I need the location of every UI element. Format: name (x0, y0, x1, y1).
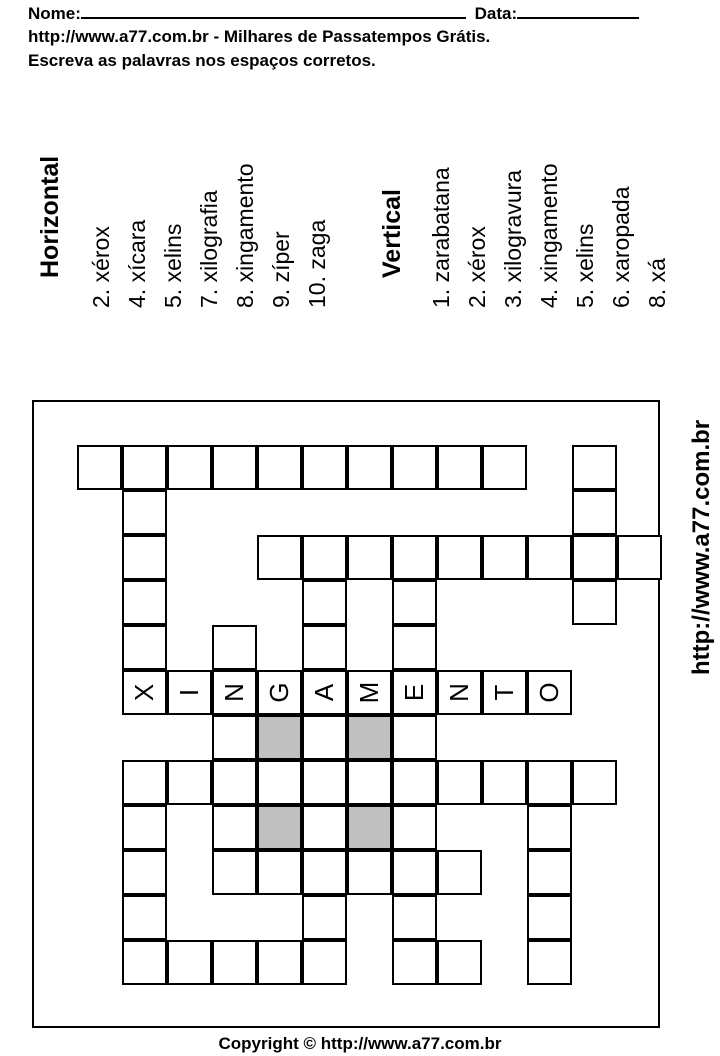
name-label: Nome: (28, 4, 81, 23)
shaded-cell (257, 805, 302, 850)
crossword-cell[interactable] (167, 760, 212, 805)
crossword-cell[interactable] (257, 670, 302, 715)
shaded-cell (347, 715, 392, 760)
crossword-cell[interactable] (122, 490, 167, 535)
horizontal-clue: 8. xingamento (232, 163, 258, 308)
crossword-cell[interactable] (257, 535, 302, 580)
horizontal-clue: 10. zaga (304, 219, 330, 308)
horizontal-clue: 4. xícara (124, 219, 150, 308)
crossword-cell[interactable] (122, 580, 167, 625)
crossword-cell[interactable] (122, 445, 167, 490)
name-date-line (28, 3, 639, 24)
crossword-cell[interactable] (437, 850, 482, 895)
crossword-cell[interactable] (392, 445, 437, 490)
crossword-cell[interactable] (392, 760, 437, 805)
name-field[interactable] (81, 3, 466, 19)
cell-letter: N (219, 683, 249, 702)
crossword-cell[interactable] (482, 445, 527, 490)
crossword-cell[interactable] (437, 535, 482, 580)
crossword-cell[interactable] (392, 670, 437, 715)
crossword-cell[interactable] (347, 850, 392, 895)
crossword-cell[interactable] (392, 940, 437, 985)
horizontal-clue: 2. xérox (88, 226, 114, 308)
crossword-cell[interactable] (302, 445, 347, 490)
vertical-clue: 5. xelins (572, 223, 598, 308)
crossword-cell[interactable] (392, 625, 437, 670)
vertical-clue: 8. xá (644, 258, 670, 308)
crossword-cell[interactable] (527, 850, 572, 895)
crossword-cell[interactable] (302, 535, 347, 580)
vertical-title: Vertical (378, 189, 406, 278)
copyright: Copyright © http://www.a77.com.br (218, 1034, 502, 1053)
crossword-cell[interactable] (302, 580, 347, 625)
crossword-cell[interactable] (212, 805, 257, 850)
crossword-cell[interactable] (347, 760, 392, 805)
crossword-cell[interactable] (302, 805, 347, 850)
vertical-clue: 4. xingamento (536, 163, 562, 308)
crossword-cell[interactable] (527, 895, 572, 940)
crossword-cell[interactable] (347, 670, 392, 715)
crossword-cell[interactable] (122, 670, 167, 715)
crossword-cell[interactable] (302, 670, 347, 715)
crossword-cell[interactable] (212, 940, 257, 985)
crossword-cell[interactable] (167, 445, 212, 490)
crossword-cell[interactable] (572, 445, 617, 490)
crossword-cell[interactable] (212, 715, 257, 760)
crossword-cell[interactable] (482, 535, 527, 580)
crossword-cell[interactable] (122, 895, 167, 940)
crossword-cell[interactable] (572, 580, 617, 625)
cell-letter: O (534, 682, 564, 703)
date-field[interactable] (517, 3, 639, 19)
crossword-cell[interactable] (392, 850, 437, 895)
crossword-cell[interactable] (302, 760, 347, 805)
crossword-cell[interactable] (302, 895, 347, 940)
crossword-cell[interactable] (617, 535, 662, 580)
crossword-cell[interactable] (122, 805, 167, 850)
vertical-clue: 6. xaropada (608, 186, 634, 308)
crossword-cell[interactable] (257, 940, 302, 985)
crossword-cell[interactable] (437, 940, 482, 985)
crossword-cell[interactable] (482, 670, 527, 715)
crossword-cell[interactable] (122, 625, 167, 670)
crossword-cell[interactable] (257, 850, 302, 895)
cell-letter: M (354, 681, 384, 704)
side-url: http://www.a77.com.br (688, 419, 715, 675)
crossword-cell[interactable] (257, 760, 302, 805)
cell-letter: T (489, 684, 519, 701)
crossword-cell[interactable] (392, 715, 437, 760)
crossword-cell[interactable] (527, 940, 572, 985)
horizontal-clue: 9. zíper (268, 231, 294, 308)
instructions: Escreva as palavras nos espaços corretos. (28, 51, 376, 70)
site-line: http://www.a77.com.br - Milhares de Passatempos Grátis. (28, 27, 491, 46)
crossword-cell[interactable] (392, 580, 437, 625)
crossword-cell[interactable] (212, 625, 257, 670)
crossword-cell[interactable] (302, 625, 347, 670)
cell-letter: A (309, 683, 339, 702)
crossword-cell[interactable] (212, 760, 257, 805)
crossword-cell[interactable] (122, 850, 167, 895)
cell-letter: E (399, 683, 429, 702)
crossword-cell[interactable] (392, 895, 437, 940)
cell-letter: X (129, 683, 159, 702)
crossword-cell[interactable] (437, 445, 482, 490)
crossword-cell[interactable] (122, 940, 167, 985)
crossword-cell[interactable] (527, 670, 572, 715)
cell-letter: I (174, 688, 204, 697)
crossword-cell[interactable] (572, 490, 617, 535)
horizontal-clue: 5. xelins (160, 223, 186, 308)
cell-letter: G (264, 682, 294, 703)
horizontal-clue: 7. xilografia (196, 190, 222, 308)
crossword-cell[interactable] (302, 940, 347, 985)
crossword-cell[interactable] (212, 445, 257, 490)
vertical-clue: 2. xérox (464, 226, 490, 308)
crossword-cell[interactable] (437, 760, 482, 805)
crossword-cell[interactable] (437, 670, 482, 715)
shaded-cell (347, 805, 392, 850)
horizontal-title: Horizontal (36, 155, 64, 278)
cell-letter: N (444, 683, 474, 702)
crossword-cell[interactable] (167, 670, 212, 715)
crossword-cell[interactable] (527, 760, 572, 805)
crossword-cell[interactable] (212, 850, 257, 895)
crossword-cell[interactable] (482, 760, 527, 805)
crossword-cell[interactable] (347, 445, 392, 490)
crossword-cell[interactable] (122, 535, 167, 580)
crossword-cell[interactable] (122, 760, 167, 805)
crossword-cell[interactable] (527, 535, 572, 580)
shaded-cell (257, 715, 302, 760)
crossword-cell[interactable] (392, 805, 437, 850)
date-label: Data: (474, 4, 518, 23)
crossword-cell[interactable] (77, 445, 122, 490)
crossword-cell[interactable] (212, 670, 257, 715)
crossword-cell[interactable] (572, 535, 617, 580)
crossword-cell[interactable] (392, 535, 437, 580)
crossword-cell[interactable] (257, 445, 302, 490)
vertical-clue: 1. zarabatana (428, 167, 454, 308)
crossword-cell[interactable] (572, 760, 617, 805)
crossword-cell[interactable] (527, 805, 572, 850)
crossword-cell[interactable] (302, 715, 347, 760)
vertical-clue: 3. xilogravura (500, 169, 526, 308)
crossword-cell[interactable] (302, 850, 347, 895)
crossword-cell[interactable] (347, 535, 392, 580)
crossword-cell[interactable] (167, 940, 212, 985)
